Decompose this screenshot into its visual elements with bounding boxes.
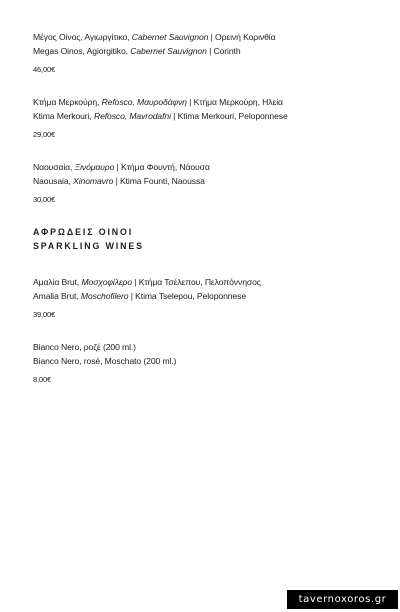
wine-price: 30,00€ xyxy=(33,195,56,204)
section-title-greek: ΑΦΡΩΔΕΙΣ ΟΙΝΟΙ xyxy=(33,227,134,237)
wine-name-greek: Ναουσαία, Ξινόμαυρο | Κτήμα Φουντή, Νάουσα xyxy=(33,162,210,172)
wine-item-bianco-nero xyxy=(33,340,373,386)
wine-price: 29,00€ xyxy=(33,130,56,139)
watermark-label: tavernoxoros.gr xyxy=(287,590,398,609)
wine-item-naousaia xyxy=(33,160,373,206)
wine-name-greek: Bianco Nero, ροζέ (200 ml.) xyxy=(33,342,136,352)
wine-price: 39,00€ xyxy=(33,310,56,319)
wine-name-latin: Amalia Brut, Moschofilero | Ktima Tselepou, Peloponnese xyxy=(33,291,246,301)
wine-name-latin: Megas Oinos, Agiorgitiko, Cabernet Sauvignon | Corinth xyxy=(33,46,241,56)
section-heading-sparkling-wines xyxy=(33,225,373,253)
wine-name-greek: Κτήμα Μερκούρη, Refosco, Μαυροδάφνη | Κτήμα Μερκούρη, Ηλεία xyxy=(33,97,283,107)
wine-price: 46,00€ xyxy=(33,65,56,74)
wine-name-latin: Ktima Merkouri, Refosco, Mavrodafni | Ktima Merkouri, Peloponnese xyxy=(33,111,288,121)
wine-name-latin: Naousaia, Xinomavro | Ktima Founti, Naoussa xyxy=(33,176,205,186)
wine-item-megas-oinos xyxy=(33,30,373,76)
section-title-english: SPARKLING WINES xyxy=(33,241,144,251)
wine-menu xyxy=(33,30,373,405)
wine-item-amalia-brut xyxy=(33,275,373,321)
wine-price: 8,00€ xyxy=(33,375,52,384)
wine-name-latin: Bianco Nero, rosé, Moschato (200 ml.) xyxy=(33,356,177,366)
wine-name-greek: Μέγος Οίνος, Αγιωργίτικο, Cabernet Sauvignon | Ορεινή Κορινθία xyxy=(33,32,276,42)
wine-name-greek: Αμαλία Brut, Μοσχοφίλερο | Κτήμα Τσέλεπου, Πελοπόννησος xyxy=(33,277,261,287)
wine-item-ktima-merkouri xyxy=(33,95,373,141)
